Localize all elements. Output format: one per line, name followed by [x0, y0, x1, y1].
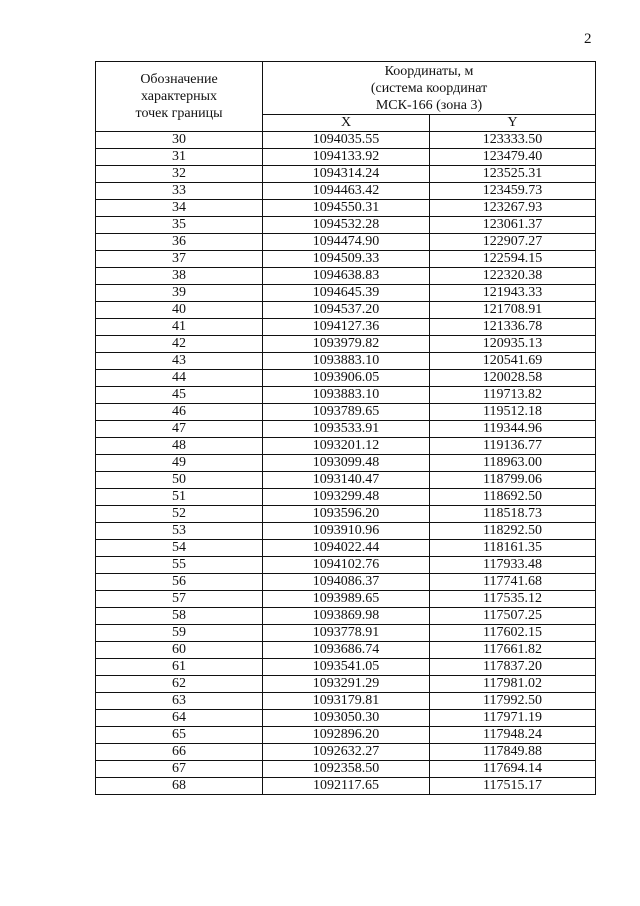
- table-row: [96, 625, 596, 642]
- table-row: [96, 727, 596, 744]
- y-coordinate-cell: 123525.31: [430, 166, 596, 183]
- x-coordinate-cell: 1093099.48: [263, 455, 430, 472]
- point-cell: 38: [96, 268, 263, 285]
- point-cell: 60: [96, 642, 263, 659]
- y-coordinate-cell: 117933.48: [430, 557, 596, 574]
- point-cell: 33: [96, 183, 263, 200]
- y-coordinate-cell: 117515.17: [430, 778, 596, 795]
- table-row: [96, 540, 596, 557]
- x-coordinate-cell: 1092117.65: [263, 778, 430, 795]
- y-coordinate-cell: 121943.33: [430, 285, 596, 302]
- x-coordinate-cell: 1093179.81: [263, 693, 430, 710]
- x-coordinate-cell: 1092896.20: [263, 727, 430, 744]
- x-coordinate-cell: 1094022.44: [263, 540, 430, 557]
- y-coordinate-cell: 117849.88: [430, 744, 596, 761]
- y-coordinate-cell: 119713.82: [430, 387, 596, 404]
- point-cell: 34: [96, 200, 263, 217]
- x-coordinate-cell: 1093541.05: [263, 659, 430, 676]
- point-cell: 62: [96, 676, 263, 693]
- point-cell: 55: [96, 557, 263, 574]
- point-cell: 48: [96, 438, 263, 455]
- point-cell: 52: [96, 506, 263, 523]
- table-row: [96, 744, 596, 761]
- x-coordinate-cell: 1094509.33: [263, 251, 430, 268]
- point-cell: 31: [96, 149, 263, 166]
- y-coordinate-cell: 123061.37: [430, 217, 596, 234]
- x-coordinate-cell: 1094133.92: [263, 149, 430, 166]
- x-coordinate-cell: 1093979.82: [263, 336, 430, 353]
- table-row: [96, 421, 596, 438]
- x-coordinate-cell: 1094537.20: [263, 302, 430, 319]
- coordinates-header: [263, 62, 596, 115]
- x-coordinate-cell: 1093596.20: [263, 506, 430, 523]
- table-row: [96, 166, 596, 183]
- point-cell: 46: [96, 404, 263, 421]
- point-cell: 40: [96, 302, 263, 319]
- table-row: [96, 438, 596, 455]
- point-cell: 50: [96, 472, 263, 489]
- table-row: [96, 404, 596, 421]
- table-row: [96, 234, 596, 251]
- point-cell: 32: [96, 166, 263, 183]
- x-coordinate-cell: 1094035.55: [263, 132, 430, 149]
- y-coordinate-cell: 122907.27: [430, 234, 596, 251]
- x-coordinate-cell: 1094086.37: [263, 574, 430, 591]
- point-cell: 57: [96, 591, 263, 608]
- x-coordinate-cell: 1093140.47: [263, 472, 430, 489]
- y-coordinate-cell: 122594.15: [430, 251, 596, 268]
- x-coordinate-cell: 1094638.83: [263, 268, 430, 285]
- y-coordinate-cell: 121708.91: [430, 302, 596, 319]
- table-row: [96, 489, 596, 506]
- point-cell: 59: [96, 625, 263, 642]
- point-cell: 67: [96, 761, 263, 778]
- y-coordinate-cell: 119512.18: [430, 404, 596, 421]
- header-row: [96, 62, 596, 115]
- x-coordinate-cell: 1093050.30: [263, 710, 430, 727]
- table-row: [96, 319, 596, 336]
- point-cell: 42: [96, 336, 263, 353]
- coords-header-line: (система координат: [370, 80, 488, 96]
- x-coordinate-cell: 1093869.98: [263, 608, 430, 625]
- point-header-line: точек границы: [135, 106, 223, 121]
- coords-header-line: Координаты, м: [384, 63, 474, 79]
- x-coordinate-cell: 1094474.90: [263, 234, 430, 251]
- y-coordinate-cell: 117971.19: [430, 710, 596, 727]
- point-cell: 36: [96, 234, 263, 251]
- table-row: [96, 659, 596, 676]
- y-coordinate-cell: 117507.25: [430, 608, 596, 625]
- y-coordinate-cell: 123267.93: [430, 200, 596, 217]
- table-row: [96, 268, 596, 285]
- x-coordinate-cell: 1093299.48: [263, 489, 430, 506]
- y-coordinate-cell: 118799.06: [430, 472, 596, 489]
- x-coordinate-cell: 1093906.05: [263, 370, 430, 387]
- y-coordinate-cell: 121336.78: [430, 319, 596, 336]
- point-header-line: Обозначение: [140, 72, 218, 87]
- y-coordinate-cell: 117741.68: [430, 574, 596, 591]
- y-coordinate-cell: 122320.38: [430, 268, 596, 285]
- table-row: [96, 302, 596, 319]
- x-coordinate-cell: 1094463.42: [263, 183, 430, 200]
- y-coordinate-cell: 123479.40: [430, 149, 596, 166]
- point-cell: 64: [96, 710, 263, 727]
- table-row: [96, 285, 596, 302]
- y-coordinate-cell: 119136.77: [430, 438, 596, 455]
- y-column-header: Y: [430, 115, 596, 132]
- y-coordinate-cell: 119344.96: [430, 421, 596, 438]
- point-cell: 41: [96, 319, 263, 336]
- x-coordinate-cell: 1093910.96: [263, 523, 430, 540]
- table-row: [96, 710, 596, 727]
- point-cell: 58: [96, 608, 263, 625]
- table-row: [96, 251, 596, 268]
- x-coordinate-cell: 1093789.65: [263, 404, 430, 421]
- y-coordinate-cell: 118963.00: [430, 455, 596, 472]
- point-cell: 49: [96, 455, 263, 472]
- y-coordinate-cell: 123459.73: [430, 183, 596, 200]
- x-coordinate-cell: 1093291.29: [263, 676, 430, 693]
- y-coordinate-cell: 120935.13: [430, 336, 596, 353]
- x-coordinate-cell: 1094532.28: [263, 217, 430, 234]
- x-coordinate-cell: 1093883.10: [263, 387, 430, 404]
- table-row: [96, 370, 596, 387]
- y-coordinate-cell: 117602.15: [430, 625, 596, 642]
- table-header: [96, 62, 596, 132]
- x-coordinate-cell: 1092358.50: [263, 761, 430, 778]
- table-row: [96, 217, 596, 234]
- x-coordinate-cell: 1094102.76: [263, 557, 430, 574]
- x-coordinate-cell: 1093201.12: [263, 438, 430, 455]
- x-coordinate-cell: 1094645.39: [263, 285, 430, 302]
- y-coordinate-cell: 118692.50: [430, 489, 596, 506]
- x-coordinate-cell: 1093989.65: [263, 591, 430, 608]
- point-cell: 47: [96, 421, 263, 438]
- x-coordinate-cell: 1093883.10: [263, 353, 430, 370]
- x-coordinate-cell: 1094127.36: [263, 319, 430, 336]
- x-coordinate-cell: 1092632.27: [263, 744, 430, 761]
- table-row: [96, 387, 596, 404]
- table-row: [96, 778, 596, 795]
- y-coordinate-cell: 117948.24: [430, 727, 596, 744]
- y-coordinate-cell: 118161.35: [430, 540, 596, 557]
- table-body: [96, 132, 596, 795]
- table-row: [96, 642, 596, 659]
- table-row: [96, 506, 596, 523]
- y-coordinate-cell: 123333.50: [430, 132, 596, 149]
- x-coordinate-cell: 1094550.31: [263, 200, 430, 217]
- coordinates-table: [95, 61, 596, 795]
- y-coordinate-cell: 120541.69: [430, 353, 596, 370]
- point-cell: 54: [96, 540, 263, 557]
- y-coordinate-cell: 118518.73: [430, 506, 596, 523]
- point-designation-header: [96, 62, 263, 132]
- table-row: [96, 608, 596, 625]
- table-row: [96, 353, 596, 370]
- table-row: [96, 574, 596, 591]
- table-row: [96, 336, 596, 353]
- point-cell: 35: [96, 217, 263, 234]
- table-row: [96, 557, 596, 574]
- point-cell: 53: [96, 523, 263, 540]
- point-cell: 30: [96, 132, 263, 149]
- x-column-header: X: [263, 115, 430, 132]
- x-coordinate-cell: 1093778.91: [263, 625, 430, 642]
- y-coordinate-cell: 120028.58: [430, 370, 596, 387]
- y-coordinate-cell: 117694.14: [430, 761, 596, 778]
- point-cell: 39: [96, 285, 263, 302]
- table-row: [96, 149, 596, 166]
- y-coordinate-cell: 117661.82: [430, 642, 596, 659]
- table-row: [96, 132, 596, 149]
- y-coordinate-cell: 118292.50: [430, 523, 596, 540]
- point-cell: 68: [96, 778, 263, 795]
- point-cell: 45: [96, 387, 263, 404]
- point-cell: 61: [96, 659, 263, 676]
- y-coordinate-cell: 117981.02: [430, 676, 596, 693]
- coords-header-line: МСК-166 (зона 3): [375, 97, 483, 113]
- y-coordinate-cell: 117992.50: [430, 693, 596, 710]
- table-row: [96, 676, 596, 693]
- point-cell: 43: [96, 353, 263, 370]
- table-row: [96, 200, 596, 217]
- table-row: [96, 183, 596, 200]
- point-header-line: характерных: [140, 89, 218, 104]
- page-number: 2: [584, 31, 592, 47]
- point-cell: 65: [96, 727, 263, 744]
- x-coordinate-cell: 1093686.74: [263, 642, 430, 659]
- point-cell: 56: [96, 574, 263, 591]
- table-row: [96, 455, 596, 472]
- point-cell: 63: [96, 693, 263, 710]
- x-coordinate-cell: 1094314.24: [263, 166, 430, 183]
- point-cell: 66: [96, 744, 263, 761]
- y-coordinate-cell: 117535.12: [430, 591, 596, 608]
- point-cell: 37: [96, 251, 263, 268]
- table-row: [96, 591, 596, 608]
- y-coordinate-cell: 117837.20: [430, 659, 596, 676]
- point-cell: 51: [96, 489, 263, 506]
- table-row: [96, 693, 596, 710]
- table-row: [96, 472, 596, 489]
- x-coordinate-cell: 1093533.91: [263, 421, 430, 438]
- point-cell: 44: [96, 370, 263, 387]
- table-row: [96, 761, 596, 778]
- table-row: [96, 523, 596, 540]
